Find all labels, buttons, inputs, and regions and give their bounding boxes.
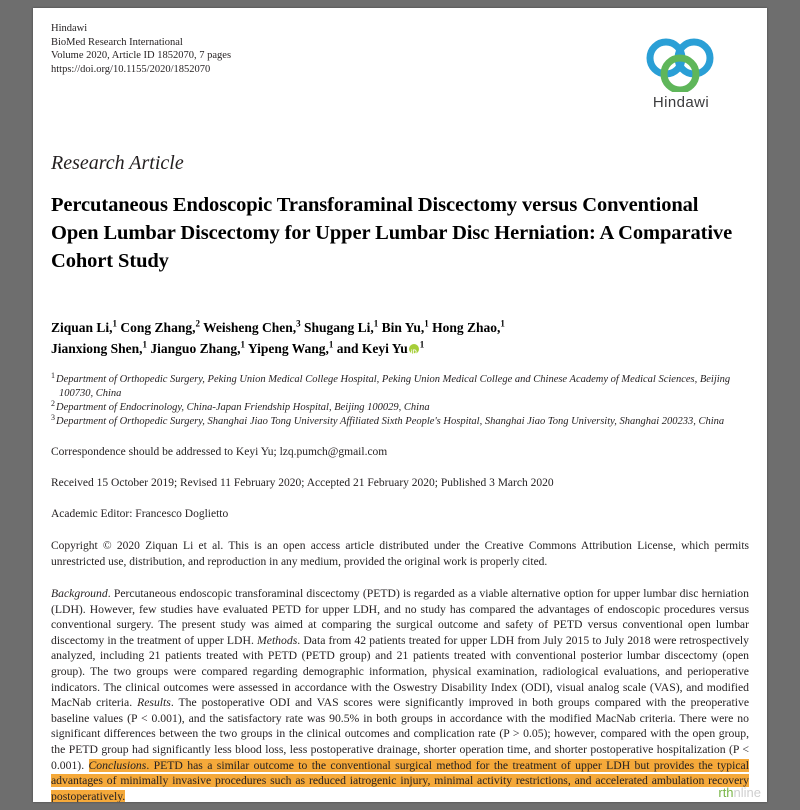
orcid-icon[interactable] [409, 344, 419, 354]
watermark-suffix: nline [733, 785, 761, 800]
volume-info: Volume 2020, Article ID 1852070, 7 pages [51, 50, 232, 61]
author-name: Shugang Li, [304, 320, 374, 335]
author-name: Cong Zhang, [120, 320, 196, 335]
academic-editor: Academic Editor: Francesco Doglietto [51, 508, 229, 520]
author-name: Weisheng Chen, [203, 320, 297, 335]
article-type: Research Article [51, 152, 184, 174]
author-name: Bin Yu, [381, 320, 425, 335]
copyright-notice: Copyright © 2020 Ziquan Li et al. This is an open access article distributed under the Creative Commons Attribution License, which permits unrestricted use, distribution, and reproduction in any medium, provided the original work is properly cited. [51, 540, 749, 568]
affiliation-list [51, 370, 749, 429]
author-line-2 [51, 341, 424, 356]
hindawi-logo-icon [638, 38, 724, 92]
paper-page [33, 8, 767, 802]
logo-text: Hindawi [652, 94, 710, 111]
affiliation-item: $^1$Department of Orthopedic Surgery, Peking Union Medical College Hospital, Peking Union Medical College and Chinese Academy of Medical Sciences, Beijing 100730, China [51, 370, 731, 399]
page-title: Percutaneous Endoscopic Transforaminal Discectomy versus Conventional Open Lumbar Discectomy for Upper Lumbar Disc Herniation: A Comparative Cohort Study [51, 194, 733, 272]
author-affiliation-marker: 1 [500, 318, 505, 329]
author-affiliation-marker: 1 [419, 339, 425, 350]
abstract-section-label: Results [137, 696, 171, 710]
affiliation-item: $^2$Department of Endocrinology, China-Japan Friendship Hospital, Beijing 100029, China [51, 398, 430, 413]
abstract-section-label: Background [51, 587, 108, 600]
doi-link[interactable]: https://doi.org/10.1155/2020/1852070 [51, 63, 211, 75]
abstract-section-label: Methods [257, 633, 298, 647]
journal-name: BioMed Research International [51, 36, 183, 48]
author-name: and Keyi Yu [336, 341, 408, 356]
author-name: Yipeng Wang, [247, 341, 329, 356]
author-name: Jianxiong Shen, [51, 341, 143, 356]
author-affiliation-marker: 1 [424, 318, 429, 329]
page-content [51, 22, 749, 802]
abstract-methods-text: . Data from 42 patients treated for upper LDH from July 2015 to July 2018 were retrospectively analyzed, including 21 patients treated with PETD (PETD group) and 21 patients treated with conventional posterior lumbar discectomy (open group). The two groups were compared regarding demographic information, physical examination, radiological evaluations, and perioperative indicators. The clinical outcomes were assessed in accordance with the Oswestry Disability Index (ODI), visual analog scale (VAS), and modified MacNab criteria. [51, 633, 749, 710]
watermark-prefix: rth [718, 785, 734, 800]
watermark [718, 785, 761, 800]
author-list [51, 317, 749, 359]
publication-dates: Received 15 October 2019; Revised 11 February 2020; Accepted 21 February 2020; Published 3 March 2020 [51, 477, 554, 489]
masthead [51, 22, 749, 111]
author-affiliation-marker: 3 [296, 318, 301, 329]
author-affiliation-marker: 1 [112, 318, 118, 329]
affiliation-item: $^3$Department of Orthopedic Surgery, Shanghai Jiao Tong University Affiliated Sixth People's Hospital, Shanghai Jiao Tong University, Shanghai 200233, China [51, 412, 725, 427]
abstract-conclusions-highlight: Conclusions. PETD has a similar outcome to the conventional surgical method for the treatment of upper LDH but provides the typical advantages of minimally invasive procedures such as reduced iatrogenic injury, minimal activity restrictions, and accelerated ambulation recovery postoperatively. [51, 758, 749, 802]
author-affiliation-marker: 1 [373, 318, 379, 329]
author-affiliation-marker: 1 [240, 339, 245, 350]
author-affiliation-marker: 1 [142, 339, 148, 350]
author-name: Jianguo Zhang, [150, 341, 241, 356]
abstract-results-text: . The postoperative ODI and VAS scores were significantly improved in both groups compared with the preoperative baseline values (P < 0.001), and the satisfactory rate was 90.5% in both groups in accordance with the modified MacNab criteria. There were no significant differences between the two groups in the clinical outcomes and complication rate (P > 0.05); however, compared with the open group, the PETD group had significantly less blood loss, less postoperative drainage, shorter operation time, and shorter postoperative hospitalization (P < 0.001). [51, 696, 750, 772]
author-name: Hong Zhao, [432, 320, 501, 335]
author-line-1 [51, 320, 505, 335]
abstract [51, 586, 749, 802]
author-affiliation-marker: 2 [195, 318, 200, 329]
publisher-logo [617, 38, 745, 111]
author-name: Ziquan Li, [51, 320, 113, 335]
correspondence: Correspondence should be addressed to Keyi Yu; lzq.pumch@gmail.com [51, 446, 388, 458]
abstract-background-text: . Percutaneous endoscopic transforaminal discectomy (PETD) is regarded as a viable alternative option for upper lumbar disc herniation (LDH). However, few studies have evaluated PETD for upper LDH, and no study has compared the advantages of endoscopic procedures versus conventional surgery. The present study was aimed at comparing the surgical outcome and safety of PETD versus conventional open lumbar discectomy in the treatment of upper LDH. [51, 587, 749, 647]
publisher-name: Hindawi [51, 23, 88, 34]
author-affiliation-marker: 1 [328, 339, 334, 350]
